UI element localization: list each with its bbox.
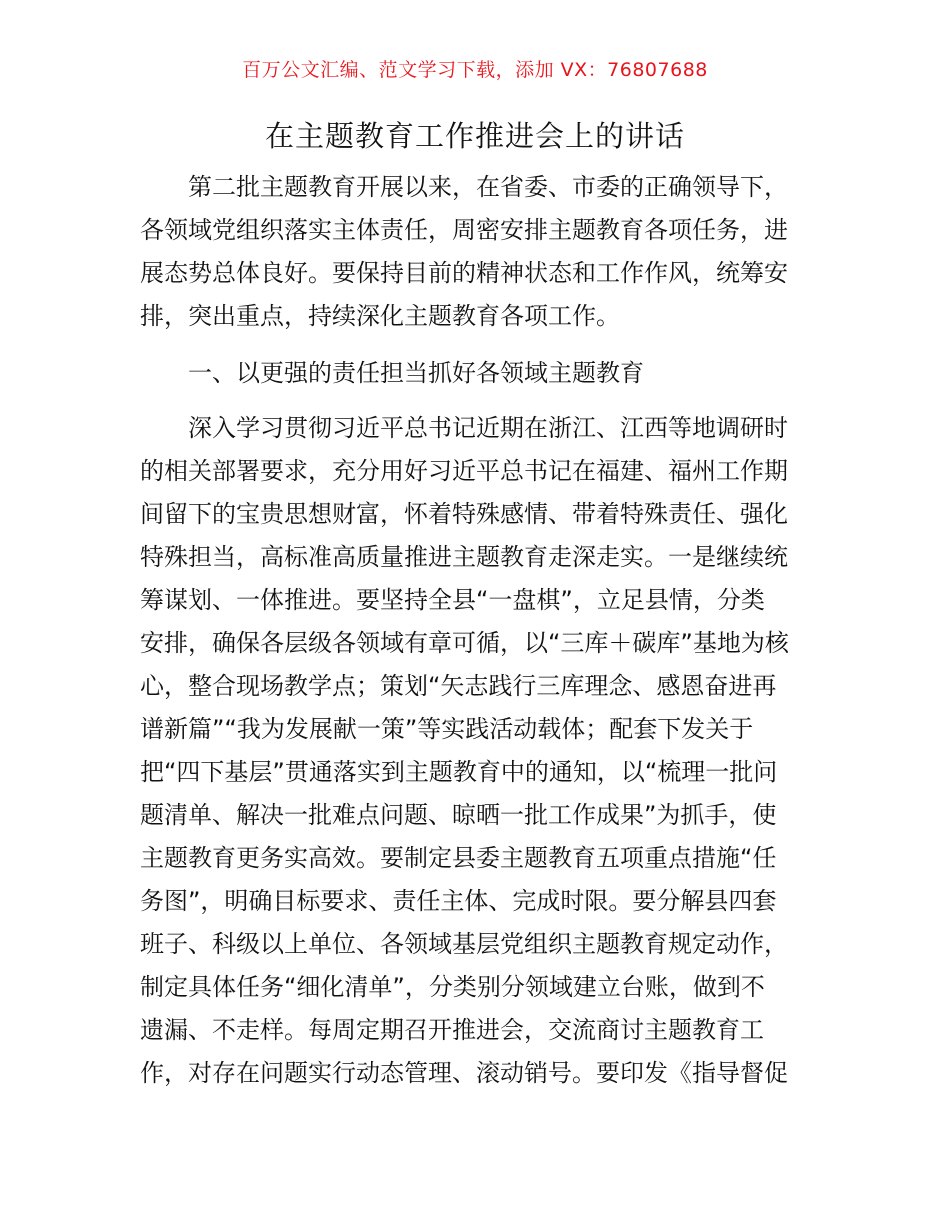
document-title: 在主题教育工作推进会上的讲话: [264, 119, 685, 153]
paragraph-line: 班子、科级以上单位、各领域基层党组织主题教育规定动作，: [140, 930, 788, 958]
section-heading-text: 一、以更强的责任担当抓好各领域主题教育: [188, 359, 644, 387]
paragraph-line: 作，对存在问题实行动态管理、滚动销号。要印发《指导督促: [140, 1059, 788, 1087]
paragraph-line: 主题教育更务实高效。要制定县委主题教育五项重点措施“任: [140, 844, 777, 872]
paragraph-line: 题清单、解决一批难点问题、晾晒一批工作成果”为抓手，使: [140, 801, 777, 829]
paragraph-line: 各领域党组织落实主体责任，周密安排主题教育各项任务，进: [140, 216, 788, 244]
paragraph-line: 安排，确保各层级各领域有章可循，以“三库＋碳库”基地为核: [140, 629, 789, 657]
section-heading-1: [140, 352, 820, 395]
paragraph-intro: [140, 166, 820, 338]
paragraph-line: 展态势总体良好。要保持目前的精神状态和工作作风，统筹安: [140, 259, 788, 287]
header-note: 百万公文汇编、范文学习下载，添加 VX：76807688: [242, 59, 708, 81]
paragraph-line: 筹谋划、一体推进。要坚持全县“一盘棋”，立足县情，分类: [140, 586, 765, 614]
paragraph-line: 把“四下基层”贯通落实到主题教育中的通知，以“梳理一批问: [140, 758, 778, 786]
paragraph-line: 排，突出重点，持续深化主题教育各项工作。: [140, 302, 620, 330]
paragraph-line: 心，整合现场教学点；策划“矢志践行三库理念、感恩奋进再: [140, 672, 777, 700]
paragraph-line: 的相关部署要求，充分用好习近平总书记在福建、福州工作期: [140, 457, 788, 485]
paragraph-line: 务图”，明确目标要求、责任主体、完成时限。要分解县四套: [140, 887, 777, 915]
paragraph-line: 间留下的宝贵思想财富，怀着特殊感情、带着特殊责任、强化: [140, 500, 788, 528]
paragraph-line: 特殊担当，高标准高质量推进主题教育走深走实。一是继续统: [140, 543, 788, 571]
paragraph-line: 第二批主题教育开展以来，在省委、市委的正确领导下，: [188, 173, 788, 201]
paragraph-section-1: [140, 407, 820, 1095]
paragraph-line: 深入学习贯彻习近平总书记近期在浙江、江西等地调研时: [188, 414, 788, 442]
paragraph-line: 遗漏、不走样。每周定期召开推进会，交流商讨主题教育工: [140, 1016, 764, 1044]
paragraph-line: 谱新篇”“我为发展献一策”等实践活动载体；配套下发关于: [140, 715, 754, 743]
paragraph-line: 制定具体任务“细化清单”，分类别分领域建立台账，做到不: [140, 973, 765, 1001]
